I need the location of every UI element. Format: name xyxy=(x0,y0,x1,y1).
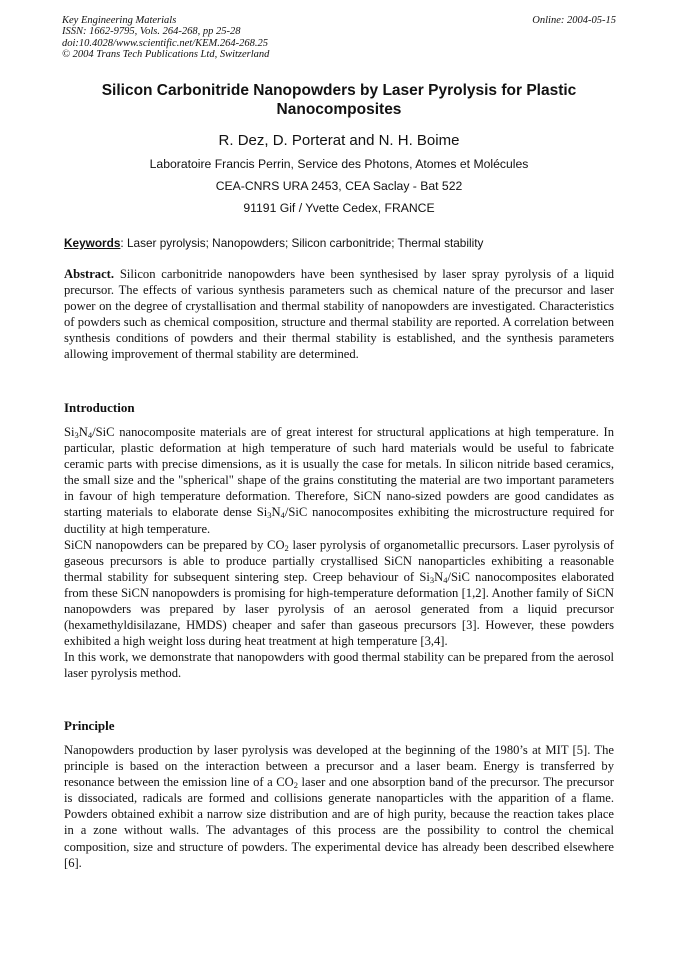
intro-paragraph-2: SiCN nanopowders can be prepared by $CO_2$ laser pyrolysis of organometallic precursors. Laser pyrolysis of gaseous precursors is able to produce partially crystallised SiCN nanoparticles exhibiting a reasonable thermal stability for subsequent sintering step. Creep behaviour of $Si_3N_4$/SiC nanocomposites elaborated from these SiCN nanopowders is promising for high-temperature deformation [1,2]. Another family of SiCN nanopowders was prepared by laser pyrolysis of an aerosol generated from a liquid precursor (hexamethyldisilazane, HMDS) cheaper and safer than gaseous precursors [3]. However, these powders exhibited a high weight loss during heat treatment at high temperature [3,4]. xyxy=(64,537,614,649)
journal-issn: ISSN: 1662-9795, Vols. 264-268, pp 25-28 xyxy=(62,26,241,38)
abstract-text: Silicon carbonitride nanopowders have been synthesised by laser spray pyrolysis of a liquid precursor. The effects of various synthesis parameters such as chemical nature of the precursor and laser power on the degree of crystallisation and thermal stability of nanopowders are investigated. Characteristics of powders such as chemical composition, structure and thermal stability are reported. A correlation between synthesis conditions of powders and their thermal stability is established, and the synthesis parameters allowing improvement of thermal stability are determined. xyxy=(64,267,614,362)
affiliation-line-2: CEA-CNRS URA 2453, CEA Saclay - Bat 522 xyxy=(215,179,463,193)
journal-name: Key Engineering Materials xyxy=(62,15,177,26)
abstract xyxy=(64,266,614,363)
introduction-heading: Introduction xyxy=(64,400,135,415)
affiliation-line-1: Laboratoire Francis Perrin, Service des Photons, Atomes et Molécules xyxy=(149,157,529,171)
journal-copyright: © 2004 Trans Tech Publications Ltd, Switzerland xyxy=(62,49,270,61)
keywords xyxy=(64,236,616,250)
keywords-label: Keywords xyxy=(64,236,121,250)
abstract-label: Abstract. xyxy=(64,267,115,281)
online-date: Online: 2004-05-15 xyxy=(532,15,616,26)
paper-title: Silicon Carbonitride Nanopowders by Laser Pyrolysis for Plastic Nanocomposites xyxy=(101,82,577,118)
intro-paragraph-3: In this work, we demonstrate that nanopowders with good thermal stability can be prepared from the aerosol laser pyrolysis method. xyxy=(64,650,614,681)
journal-header xyxy=(62,15,616,61)
paper-authors: R. Dez, D. Porterat and N. H. Boime xyxy=(218,132,460,149)
principle-heading: Principle xyxy=(64,718,115,733)
affiliation-line-3: 91191 Gif / Yvette Cedex, FRANCE xyxy=(243,201,435,215)
principle-body xyxy=(64,742,614,871)
keywords-text: : Laser pyrolysis; Nanopowders; Silicon carbonitride; Thermal stability xyxy=(120,236,484,250)
introduction-body xyxy=(64,424,614,682)
intro-paragraph-1: $Si_3N_4$/SiC nanocomposite materials are of great interest for structural applications at high temperature. In particular, plastic deformation at high temperature of such hard materials would be useful to fabricate ceramic parts with precise dimensions, as it is usually the case for metals. In silicon nitride based ceramics, the small size and the "spherical" shape of the grains constituting the material are two important parameters in favour of high temperature deformation. Therefore, SiCN nano-sized powders are good candidates as starting materials to elaborate dense $Si_3N_4$/SiC nanocomposites exhibiting the microstructure required for ductility at high temperature. xyxy=(64,425,614,536)
journal-doi: doi:10.4028/www.scientific.net/KEM.264-268.25 xyxy=(62,37,268,49)
principle-paragraph: Nanopowders production by laser pyrolysis was developed at the beginning of the 1980’s at MIT [5]. The principle is based on the interaction between a precursor and a laser beam. Energy is transferred by resonance between the emission line of a $CO_2$ laser and one absorption band of the precursor. The precursor is dissociated, radicals are formed and collisions generate nanoparticles with the apparition of a flame. Powders obtained exhibit a narrow size distribution and are of high purity, because the reaction takes place in a zone without walls. The advantages of this process are the possibility to control the chemical composition, size and structure of powders. The experimental device has already been described elsewhere [6]. xyxy=(64,743,614,870)
